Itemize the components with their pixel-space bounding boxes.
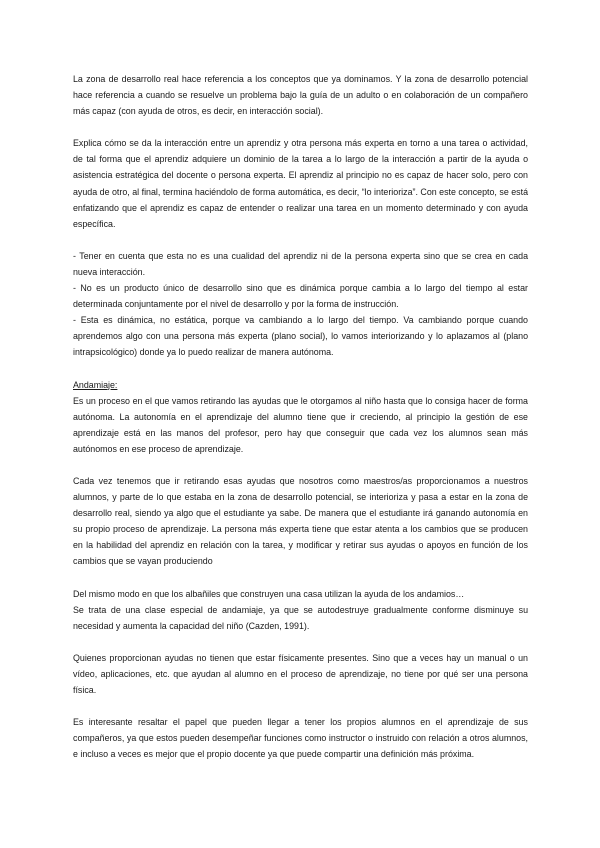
paragraph-ayudas-no-presentes: Quienes proporcionan ayudas no tienen que estar físicamente presentes. Sino que a veces hay un manual o un vídeo, aplicaciones, etc. que ayudan al alumno en el proceso de aprendizaje, no tiene por qué ser una persona física. <box>73 652 528 695</box>
bullet-item: - No es un producto único de desarrollo sino que es dinámica porque cambia a lo largo del tiempo al estar determinada conjuntamente por el nivel de desarrollo y por la forma de instrucción. <box>73 283 528 310</box>
bullet-item: - Tener en cuenta que esta no es una cualidad del aprendiz ni de la persona experta sino que se crea en cada nueva interacción. <box>73 250 528 277</box>
paragraph-cazden: Se trata de una clase especial de andamiaje, ya que se autodestruye gradualmente conforme disminuye su necesidad y aumenta la capacidad del niño (Cazden, 1991). <box>73 604 528 631</box>
paragraph-retirar-ayudas: Cada vez tenemos que ir retirando esas ayudas que nosotros como maestros/as proporcionamos a nuestros alumnos, y parte de lo que estaba en la zona de desarrollo potencial, se interioriza y pasa a estar en la zona de desarrollo real, siendo ya algo que el estudiante ya sabe. De manera que el estudiante irá ganando autonomía en su propio proceso de aprendizaje. La persona más experta tiene que estar atenta a los cambios que se producen en la habilidad del aprendiz en relación con la tarea, y modificar y retirar sus ayudas o apoyos en función de los cambios que se vayan produciendo <box>73 475 528 567</box>
paragraph-albaniles: Del mismo modo en que los albañiles que construyen una casa utilizan la ayuda de los andamios… <box>73 588 465 599</box>
section-heading-andamiaje: Andamiaje: <box>73 379 118 390</box>
paragraph-zona-desarrollo: La zona de desarrollo real hace referencia a los conceptos que ya dominamos. Y la zona de desarrollo potencial hace referencia a cuando se resuelve un problema bajo la guía de un adulto o en colaboración de un compañero más capaz (con ayuda de otros, es decir, en interacción social). <box>73 74 528 117</box>
paragraph-andamiaje-definicion: Es un proceso en el que vamos retirando las ayudas que le otorgamos al niño hasta que lo consiga hacer de forma autónoma. La autonomía en el aprendizaje del alumno tiene que ir creciendo, al principio la gestión de ese aprendizaje está en las manos del profesor, pero hay que conseguir que cada vez los alumnos sean más autónomos en ese proceso de aprendizaje. <box>73 395 528 454</box>
paragraph-interaccion: Explica cómo se da la interacción entre un aprendiz y otra persona más experta en torno a una tarea o actividad, de tal forma que el aprendiz adquiere un dominio de la tarea a lo largo de la interacción a partir de la ayuda o asistencia estratégica del docente o persona experta. El aprendiz al principio no es capaz de hacer solo, pero con ayuda de otro, al final, termina haciéndolo de forma automática, es decir, “lo interioriza”. Con este concepto, se está enfatizando que el aprendiz es capaz de entender o realizar una tarea en un momento determinado y con ayuda específica. <box>73 138 528 229</box>
paragraph-companeros: Es interesante resaltar el papel que pueden llegar a tener los propios alumnos en el aprendizaje de sus compañeros, ya que estos pueden desempeñar funciones como instructor o instruido con relación a otros alumnos, e incluso a veces es mejor que el propio docente ya que puede compartir una definición más próxima. <box>73 717 528 760</box>
bullet-item: - Esta es dinámica, no estática, porque va cambiando a lo largo del tiempo. Va cambiando porque cuando aprendemos algo con una persona más experta (plano social), lo vamos interiorizando y lo aplazamos al (plano intrapsicológico) donde ya lo puedo realizar de manera autónoma. <box>73 315 528 358</box>
